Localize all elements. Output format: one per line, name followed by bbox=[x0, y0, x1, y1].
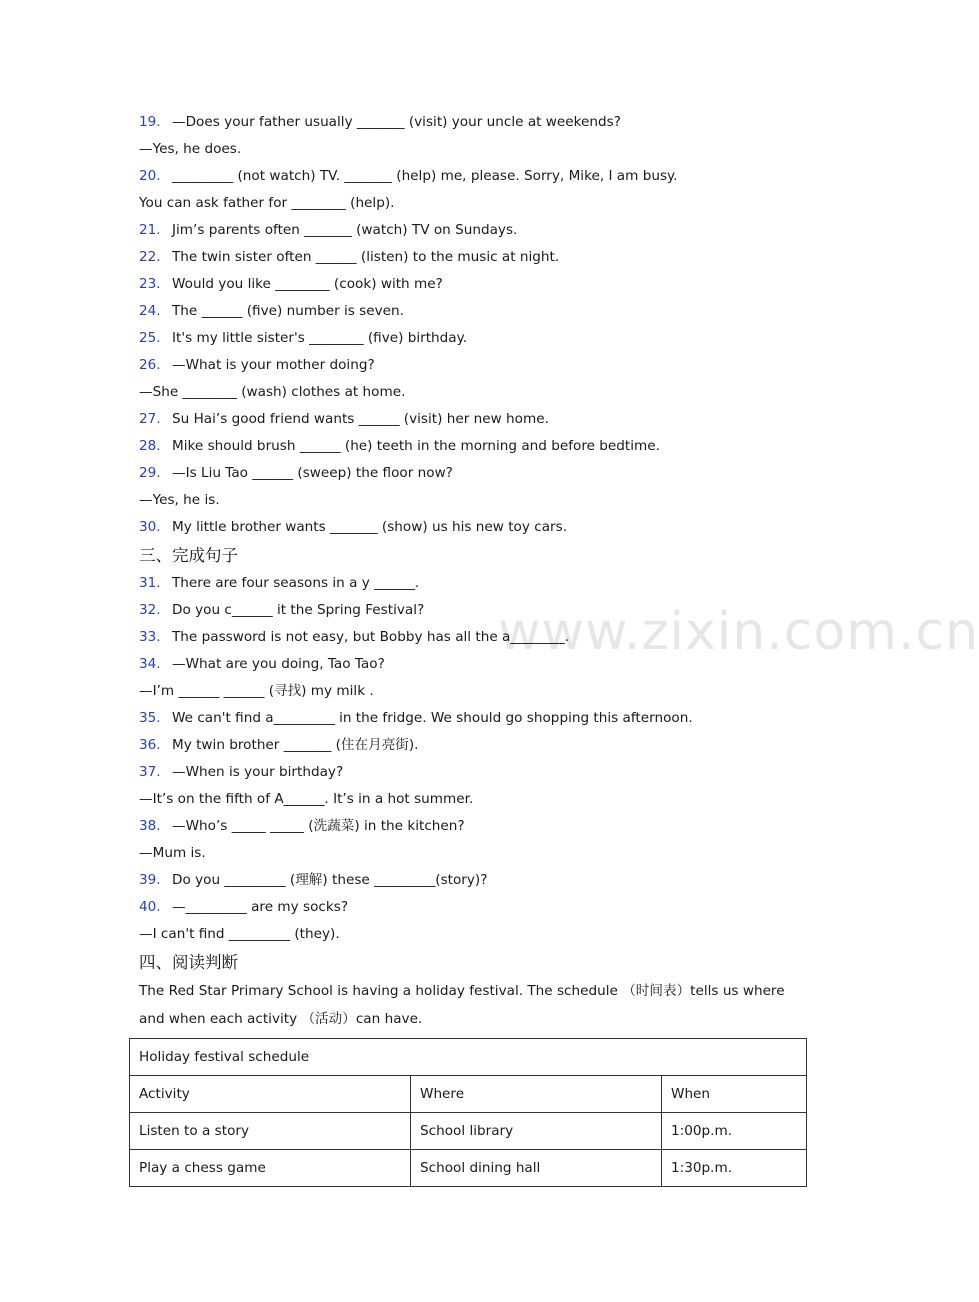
header-where: Where bbox=[411, 1076, 662, 1113]
table-cell: Play a chess game bbox=[130, 1150, 411, 1187]
question-number: 39. bbox=[139, 872, 161, 888]
question-line bbox=[139, 624, 809, 651]
question-followup: You can ask father for ________ (help). bbox=[139, 195, 395, 211]
question-line bbox=[139, 732, 809, 759]
question-number: 30. bbox=[139, 519, 161, 535]
question-line bbox=[139, 867, 809, 894]
question-line bbox=[139, 759, 809, 786]
question-number: 33. bbox=[139, 629, 161, 645]
question-line bbox=[139, 217, 809, 244]
question-followup: —I’m ______ ______ (寻找) my milk . bbox=[139, 683, 374, 699]
question-number: 34. bbox=[139, 656, 161, 672]
question-line bbox=[139, 244, 809, 271]
question-line bbox=[139, 109, 809, 136]
question-text: _________ (not watch) TV. _______ (help) me, please. Sorry, Mike, I am busy. bbox=[172, 168, 678, 184]
question-text: Jim’s parents often _______ (watch) TV on Sundays. bbox=[172, 222, 518, 238]
question-text: The password is not easy, but Bobby has all the a________. bbox=[172, 629, 570, 645]
question-number: 35. bbox=[139, 710, 161, 726]
question-number: 37. bbox=[139, 764, 161, 780]
question-text: Do you _________ (理解) these _________(story)? bbox=[172, 872, 488, 888]
question-number: 23. bbox=[139, 276, 161, 292]
question-text: The twin sister often ______ (listen) to the music at night. bbox=[172, 249, 560, 265]
question-text: Do you c______ it the Spring Festival? bbox=[172, 602, 425, 618]
question-line bbox=[139, 406, 809, 433]
question-followup: —Yes, he is. bbox=[139, 492, 220, 508]
question-text: Su Hai’s good friend wants ______ (visit) her new home. bbox=[172, 411, 549, 427]
question-number: 24. bbox=[139, 303, 161, 319]
question-text: —Does your father usually _______ (visit) your uncle at weekends? bbox=[172, 114, 621, 130]
question-text: There are four seasons in a y ______. bbox=[172, 575, 420, 591]
table-header-row bbox=[130, 1076, 807, 1113]
worksheet bbox=[139, 109, 809, 1033]
question-number: 25. bbox=[139, 330, 161, 346]
question-number: 36. bbox=[139, 737, 161, 753]
header-activity: Activity bbox=[130, 1076, 411, 1113]
table-cell: 1:00p.m. bbox=[662, 1113, 807, 1150]
question-number: 40. bbox=[139, 899, 161, 915]
question-text: —What is your mother doing? bbox=[172, 357, 375, 373]
question-text: —When is your birthday? bbox=[172, 764, 344, 780]
question-line bbox=[139, 352, 809, 379]
question-number: 38. bbox=[139, 818, 161, 834]
question-text: —What are you doing, Tao Tao? bbox=[172, 656, 385, 672]
question-line bbox=[139, 271, 809, 298]
table-cell: 1:30p.m. bbox=[662, 1150, 807, 1187]
question-line bbox=[139, 163, 809, 190]
table-row bbox=[130, 1113, 807, 1150]
question-number: 22. bbox=[139, 249, 161, 265]
question-line bbox=[139, 433, 809, 460]
header-when: When bbox=[662, 1076, 807, 1113]
question-text: Mike should brush ______ (he) teeth in the morning and before bedtime. bbox=[172, 438, 660, 454]
question-line bbox=[139, 460, 809, 487]
table-cell: School library bbox=[411, 1113, 662, 1150]
question-followup: —Yes, he does. bbox=[139, 141, 242, 157]
question-followup: —Mum is. bbox=[139, 845, 206, 861]
table-row bbox=[130, 1150, 807, 1187]
fill-in-questions bbox=[139, 109, 809, 541]
question-number: 28. bbox=[139, 438, 161, 454]
question-number: 20. bbox=[139, 168, 161, 184]
question-number: 27. bbox=[139, 411, 161, 427]
question-text: My twin brother _______ (住在月亮街). bbox=[172, 737, 419, 753]
table-cell: School dining hall bbox=[411, 1150, 662, 1187]
schedule-table bbox=[129, 1038, 807, 1187]
reading-intro: The Red Star Primary School is having a holiday festival. The schedule （时间表）tells us where and when each activity （活动）can have. bbox=[139, 983, 785, 1027]
question-line bbox=[139, 514, 809, 541]
section-three-title: 三、完成句子 bbox=[139, 546, 238, 565]
question-number: 32. bbox=[139, 602, 161, 618]
question-line bbox=[139, 813, 809, 840]
question-number: 21. bbox=[139, 222, 161, 238]
question-followup: —She ________ (wash) clothes at home. bbox=[139, 384, 406, 400]
question-number: 19. bbox=[139, 114, 161, 130]
table-caption-row bbox=[130, 1039, 807, 1076]
question-followup: —It’s on the fifth of A______. It’s in a hot summer. bbox=[139, 791, 474, 807]
table-cell: Listen to a story bbox=[130, 1113, 411, 1150]
complete-sentence-questions bbox=[139, 570, 809, 948]
question-number: 31. bbox=[139, 575, 161, 591]
question-line bbox=[139, 298, 809, 325]
question-text: —Who’s _____ _____ (洗蔬菜) in the kitchen? bbox=[172, 818, 465, 834]
table-caption: Holiday festival schedule bbox=[130, 1039, 807, 1076]
question-text: Would you like ________ (cook) with me? bbox=[172, 276, 443, 292]
question-text: We can't find a_________ in the fridge. We should go shopping this afternoon. bbox=[172, 710, 693, 726]
question-text: My little brother wants _______ (show) us his new toy cars. bbox=[172, 519, 568, 535]
question-line bbox=[139, 597, 809, 624]
question-text: It's my little sister's ________ (five) birthday. bbox=[172, 330, 468, 346]
question-followup: —I can't find _________ (they). bbox=[139, 926, 340, 942]
question-line bbox=[139, 894, 809, 921]
watermark: www.zixin.com.cn bbox=[498, 602, 979, 662]
question-line bbox=[139, 651, 809, 678]
question-text: The ______ (five) number is seven. bbox=[172, 303, 404, 319]
question-line bbox=[139, 325, 809, 352]
section-four-title: 四、阅读判断 bbox=[139, 953, 238, 972]
question-text: —Is Liu Tao ______ (sweep) the floor now? bbox=[172, 465, 453, 481]
question-number: 29. bbox=[139, 465, 161, 481]
question-number: 26. bbox=[139, 357, 161, 373]
question-line bbox=[139, 570, 809, 597]
question-line bbox=[139, 705, 809, 732]
question-text: —_________ are my socks? bbox=[172, 899, 349, 915]
